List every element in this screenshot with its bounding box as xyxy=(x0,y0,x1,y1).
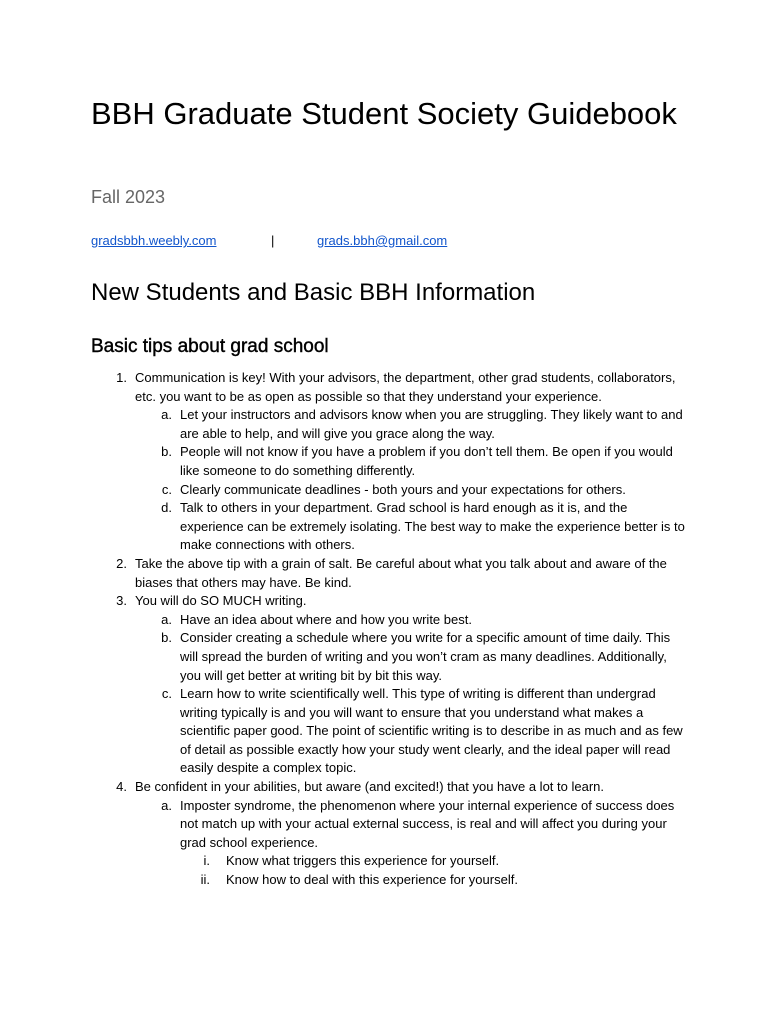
section-heading: New Students and Basic BBH Information xyxy=(91,279,536,306)
list-item xyxy=(91,369,691,406)
list-item-text: Be confident in your abilities, but aware (and excited!) that you have a lot to learn. xyxy=(135,779,604,795)
list-item-text: Consider creating a schedule where you write for a specific amount of time daily. This will spread the burden of writing and you won’t cram as many deadlines. Additionally, you will get better at writing bit by bit this way. xyxy=(180,630,671,683)
list-marker: 2. xyxy=(116,555,127,571)
list-marker: a. xyxy=(161,611,172,627)
list-item xyxy=(91,852,691,871)
list-marker: 1. xyxy=(116,370,127,385)
email-link[interactable]: grads.bbh@gmail.com xyxy=(317,233,448,248)
list-item xyxy=(91,592,691,611)
list-marker: c. xyxy=(161,481,172,497)
list-item-text: Have an idea about where and how you write best. xyxy=(180,611,472,627)
list-marker: a. xyxy=(161,797,172,813)
list-item xyxy=(91,685,691,778)
list-item-text: People will not know if you have a problem if you don’t tell them. Be open if you would like someone to do something differently. xyxy=(180,444,673,478)
list-item xyxy=(91,629,691,685)
list-item-text: Know how to deal with this experience for yourself. xyxy=(226,872,518,888)
list-item xyxy=(91,443,691,480)
list-marker: ii. xyxy=(200,872,210,888)
list-marker: i. xyxy=(203,853,210,869)
list-item xyxy=(91,778,691,797)
list-item-text: Take the above tip with a grain of salt. Be careful about what you talk about and aware of the biases that others may have. Be kind. xyxy=(135,555,667,590)
document-subtitle: Fall 2023 xyxy=(91,187,166,207)
list-item-text: Communication is key! With your advisors, the department, other grad students, collaborators, etc. you want to be as open as possible so that they understand your experience. xyxy=(135,370,676,404)
list-item xyxy=(91,797,691,853)
list-item xyxy=(91,871,691,890)
list-marker: d. xyxy=(161,500,172,516)
list-item xyxy=(91,406,691,443)
list-item-text: Know what triggers this experience for yourself. xyxy=(226,853,500,869)
list-marker: a. xyxy=(161,407,172,423)
website-link[interactable]: gradsbbh.weebly.com xyxy=(91,233,217,248)
list-item xyxy=(91,611,691,630)
list-marker: 3. xyxy=(116,593,127,609)
list-item xyxy=(91,499,691,555)
list-marker: b. xyxy=(161,630,172,646)
list-item-text: Clearly communicate deadlines - both yours and your expectations for others. xyxy=(180,481,626,497)
list-item-text: You will do SO MUCH writing. xyxy=(135,593,307,609)
list-item xyxy=(91,555,691,592)
list-item-text: Talk to others in your department. Grad school is hard enough as it is, and the experience can be extremely isolating. The best way to make the experience better is to make connections with others. xyxy=(180,500,685,553)
link-separator: | xyxy=(271,233,275,248)
list-item-text: Imposter syndrome, the phenomenon where your internal experience of success does not match up with your actual external success, is real and will affect you during your grad school experience. xyxy=(180,797,675,850)
list-item-text: Let your instructors and advisors know when you are struggling. They likely want to and are able to help, and will give you grace along the way. xyxy=(180,407,683,441)
subsection-heading: Basic tips about grad school xyxy=(91,336,329,357)
tips-list xyxy=(91,369,691,890)
list-item xyxy=(91,481,691,500)
list-marker: 4. xyxy=(116,779,127,795)
list-item-text: Learn how to write scientifically well. This type of writing is different than undergrad writing typically is and you will want to ensure that you understand what makes a scientific paper good. The point of scientific writing is to describe in as much and as few of detail as possible exactly how your study went clearly, and the ideal paper will read easily despite a complex topic. xyxy=(180,686,683,776)
list-marker: c. xyxy=(161,686,172,702)
document-title: BBH Graduate Student Society Guidebook xyxy=(91,96,677,131)
list-marker: b. xyxy=(161,444,172,460)
